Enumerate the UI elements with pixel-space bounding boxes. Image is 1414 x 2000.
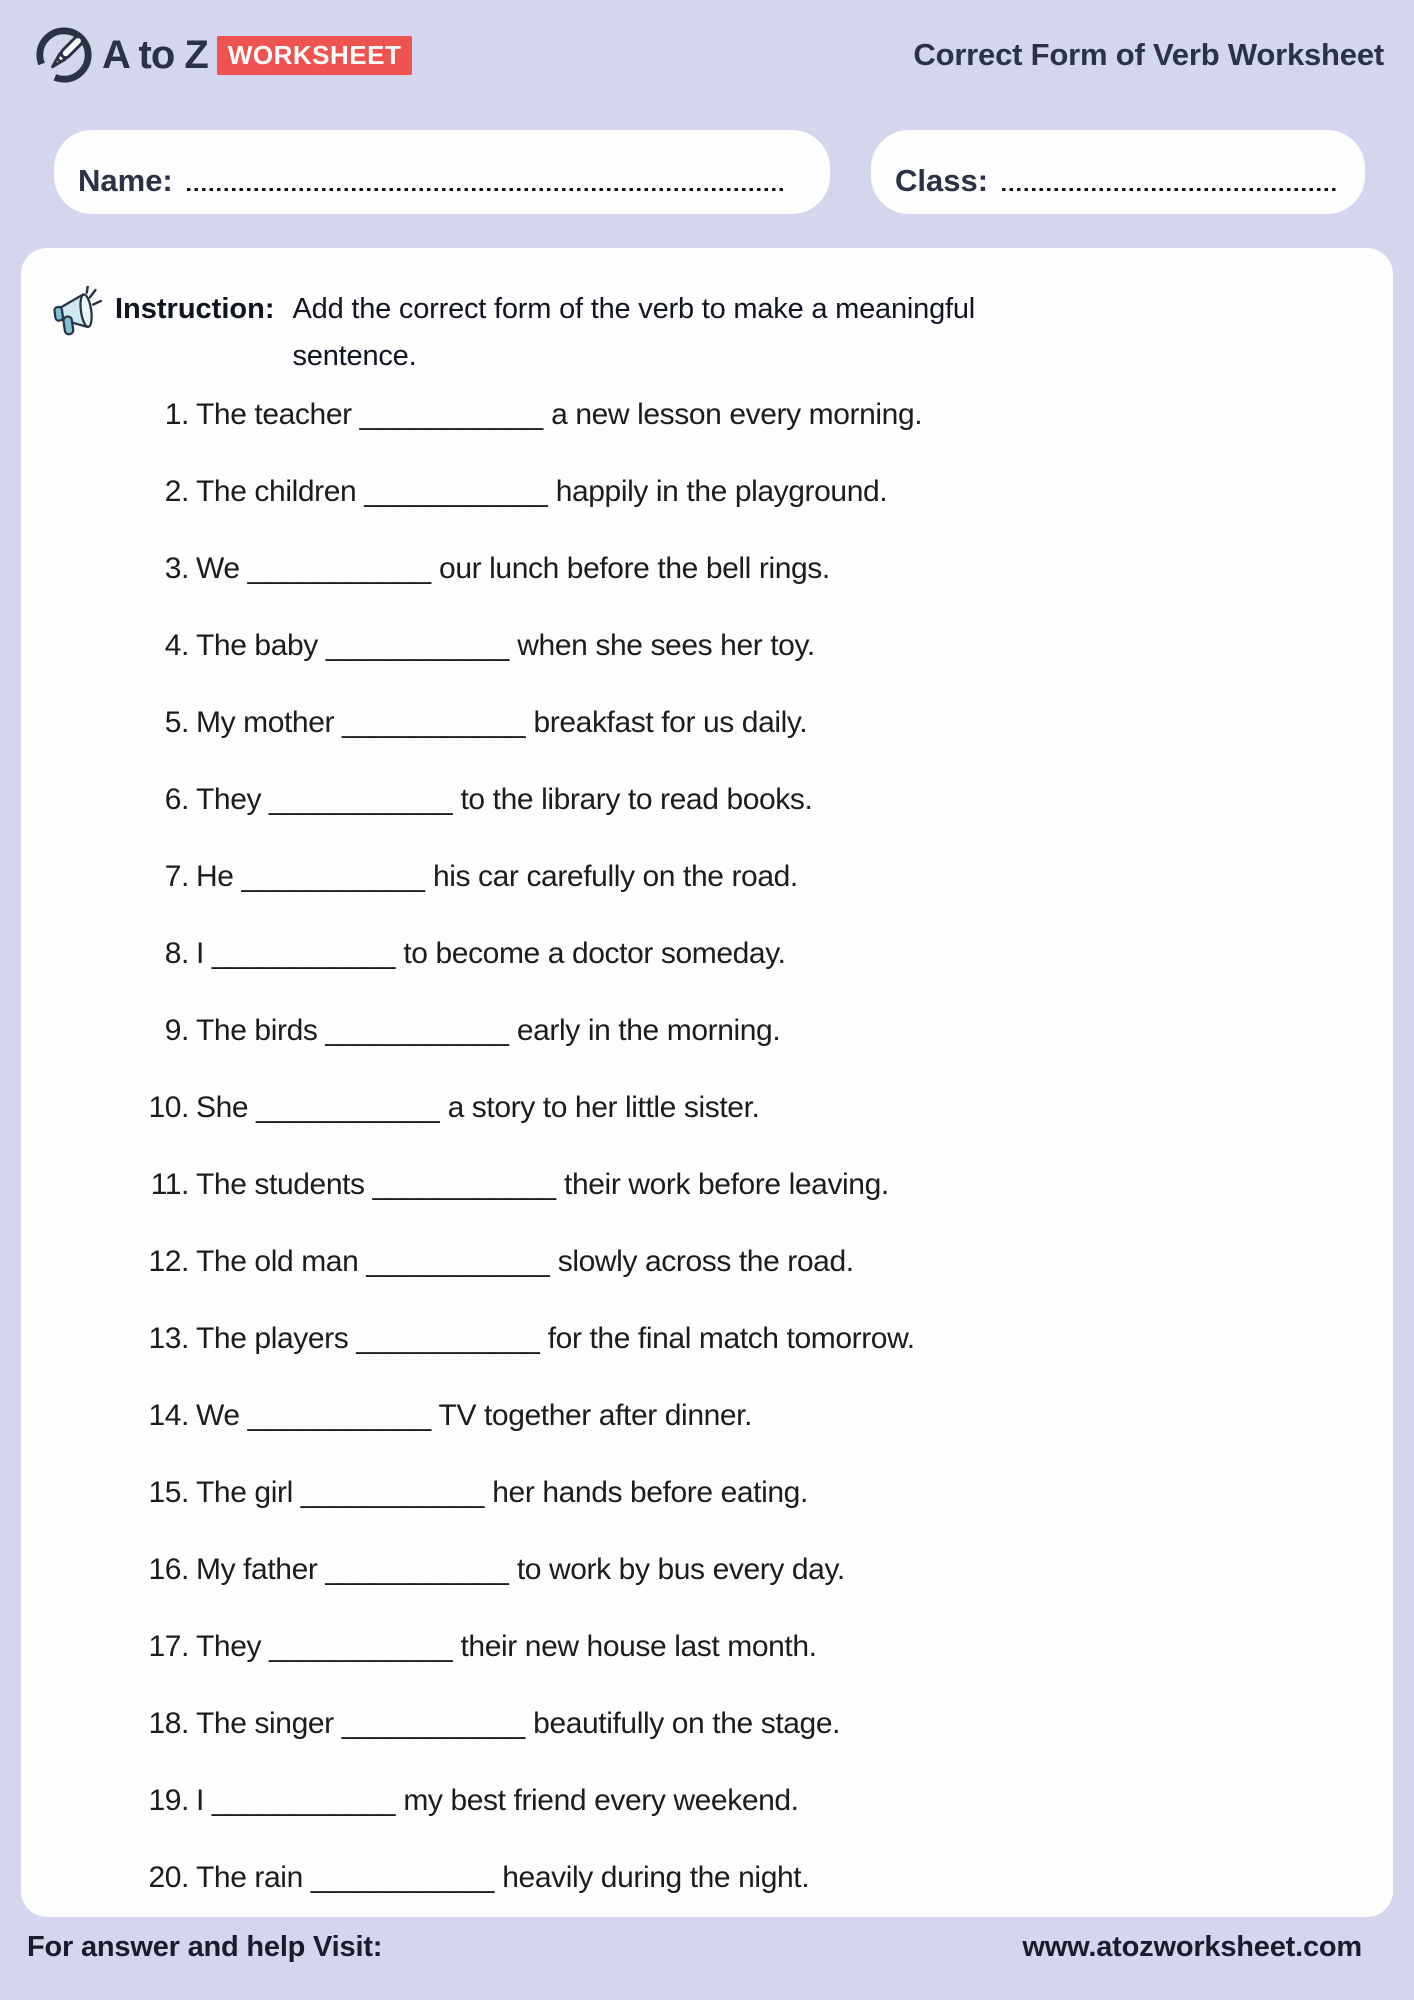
item-text-before-blank: The birds bbox=[196, 1013, 326, 1047]
item-text-before-blank: She bbox=[196, 1090, 257, 1124]
answer-blank[interactable]: ___________ bbox=[366, 1244, 550, 1278]
instruction-block bbox=[51, 284, 1369, 380]
answer-blank[interactable]: ___________ bbox=[359, 397, 544, 431]
item-text-after-blank: their work before leaving. bbox=[556, 1167, 889, 1201]
footer-website-url[interactable]: www.atozworksheet.com bbox=[1022, 1931, 1362, 1963]
item-text-after-blank: beautifully on the stage. bbox=[525, 1706, 841, 1740]
instruction-label: Instruction: bbox=[115, 293, 275, 325]
item-text-after-blank: early in the morning. bbox=[508, 1013, 781, 1047]
item-text-before-blank: The children bbox=[196, 474, 365, 508]
item-text-before-blank: They bbox=[196, 782, 270, 816]
name-label: Name: bbox=[78, 163, 173, 199]
exercise-item bbox=[85, 915, 1377, 992]
item-text-before-blank: The singer bbox=[196, 1706, 342, 1740]
item-text bbox=[196, 783, 812, 817]
item-text bbox=[196, 1322, 915, 1356]
footer bbox=[27, 1928, 1362, 1966]
class-label: Class: bbox=[895, 163, 989, 199]
answer-blank[interactable]: ___________ bbox=[211, 936, 396, 970]
item-text-after-blank: to work by bus every day. bbox=[508, 1552, 845, 1586]
item-text-after-blank: her hands before eating. bbox=[484, 1475, 808, 1509]
item-text-before-blank: The players bbox=[196, 1321, 357, 1355]
item-text-after-blank: for the final match tomorrow. bbox=[539, 1321, 915, 1355]
item-number: 2. bbox=[164, 474, 189, 508]
item-text-after-blank: a story to her little sister. bbox=[439, 1090, 760, 1124]
page-title: Correct Form of Verb Worksheet bbox=[913, 37, 1384, 72]
item-text bbox=[196, 1245, 854, 1279]
item-number: 11. bbox=[150, 1167, 189, 1201]
item-text bbox=[196, 1707, 840, 1741]
item-text bbox=[196, 1091, 759, 1125]
item-text bbox=[196, 1861, 809, 1895]
instruction-line2: sentence. bbox=[292, 340, 417, 372]
item-number: 13. bbox=[148, 1321, 189, 1355]
item-number: 10. bbox=[148, 1090, 189, 1124]
exercise-item bbox=[85, 992, 1377, 1069]
item-number: 8. bbox=[164, 936, 189, 970]
item-number: 3. bbox=[164, 551, 189, 585]
class-field bbox=[871, 130, 1365, 214]
exercise-item bbox=[85, 1454, 1377, 1531]
item-text bbox=[196, 629, 815, 663]
answer-blank[interactable]: ___________ bbox=[342, 705, 526, 739]
item-text-before-blank: The old man bbox=[196, 1244, 367, 1278]
item-text bbox=[196, 552, 830, 586]
pen-circle-logo-icon bbox=[35, 26, 93, 84]
item-text-before-blank: I bbox=[196, 1783, 212, 1817]
item-text bbox=[196, 1476, 808, 1510]
item-text-before-blank: The girl bbox=[196, 1475, 301, 1509]
exercise-item bbox=[85, 838, 1377, 915]
item-text bbox=[196, 1784, 799, 1818]
item-text-before-blank: My mother bbox=[196, 705, 343, 739]
item-number: 15. bbox=[148, 1475, 189, 1509]
item-text-before-blank: The students bbox=[196, 1167, 373, 1201]
item-text-after-blank: to the library to read books. bbox=[452, 782, 813, 816]
item-text bbox=[196, 1630, 817, 1664]
name-write-line[interactable] bbox=[187, 188, 784, 192]
item-text bbox=[196, 706, 807, 740]
answer-blank[interactable]: ___________ bbox=[247, 551, 432, 585]
item-text-before-blank: The teacher bbox=[196, 397, 360, 431]
item-text-after-blank: my best friend every weekend. bbox=[395, 1783, 799, 1817]
item-text-before-blank: The rain bbox=[196, 1860, 311, 1894]
item-number: 5. bbox=[164, 705, 189, 739]
answer-blank[interactable]: ___________ bbox=[310, 1860, 495, 1894]
brand-text: A to Z bbox=[102, 33, 208, 77]
item-text-after-blank: slowly across the road. bbox=[549, 1244, 854, 1278]
answer-blank[interactable]: ___________ bbox=[241, 859, 426, 893]
megaphone-icon bbox=[51, 286, 107, 342]
item-text bbox=[196, 475, 887, 509]
exercise-item bbox=[85, 1762, 1377, 1839]
item-text bbox=[196, 1553, 845, 1587]
instruction-text bbox=[293, 286, 976, 380]
answer-blank[interactable]: ___________ bbox=[341, 1706, 526, 1740]
exercise-item bbox=[85, 1300, 1377, 1377]
item-text-after-blank: their new house last month. bbox=[452, 1629, 817, 1663]
item-text bbox=[196, 398, 922, 432]
item-text-after-blank: breakfast for us daily. bbox=[525, 705, 808, 739]
class-write-line[interactable] bbox=[1002, 188, 1339, 192]
answer-blank[interactable]: ___________ bbox=[256, 1090, 440, 1124]
item-text-after-blank: TV together after dinner. bbox=[431, 1398, 753, 1432]
answer-blank[interactable]: ___________ bbox=[269, 1629, 453, 1663]
answer-blank[interactable]: ___________ bbox=[364, 474, 548, 508]
exercise-item bbox=[85, 1146, 1377, 1223]
answer-blank[interactable]: ___________ bbox=[325, 1552, 509, 1586]
instruction-line1: Add the correct form of the verb to make a meaningful bbox=[292, 293, 976, 325]
item-number: 12. bbox=[148, 1244, 189, 1278]
exercise-item bbox=[85, 1839, 1377, 1916]
student-fields bbox=[54, 130, 1365, 214]
answer-blank[interactable]: ___________ bbox=[325, 1013, 509, 1047]
exercise-item bbox=[85, 376, 1377, 453]
answer-blank[interactable]: ___________ bbox=[269, 782, 453, 816]
exercise-item bbox=[85, 607, 1377, 684]
item-text-before-blank: My father bbox=[196, 1552, 326, 1586]
exercise-item bbox=[85, 530, 1377, 607]
item-number: 19. bbox=[148, 1783, 189, 1817]
exercise-item bbox=[85, 1531, 1377, 1608]
item-number: 18. bbox=[148, 1706, 189, 1740]
item-text-after-blank: our lunch before the bell rings. bbox=[431, 551, 830, 585]
item-text bbox=[196, 1014, 780, 1048]
item-number: 14. bbox=[148, 1398, 189, 1432]
item-text-before-blank: We bbox=[196, 551, 248, 585]
item-number: 16. bbox=[148, 1552, 189, 1586]
item-number: 4. bbox=[164, 628, 189, 662]
exercise-item bbox=[85, 453, 1377, 530]
item-number: 20. bbox=[148, 1860, 189, 1894]
answer-blank[interactable]: ___________ bbox=[372, 1167, 557, 1201]
item-text-before-blank: We bbox=[196, 1398, 248, 1432]
answer-blank[interactable]: ___________ bbox=[247, 1398, 432, 1432]
item-text-before-blank: I bbox=[196, 936, 212, 970]
item-text bbox=[196, 860, 798, 894]
exercise-item bbox=[85, 684, 1377, 761]
item-text-after-blank: his car carefully on the road. bbox=[425, 859, 798, 893]
exercise-item bbox=[85, 1685, 1377, 1762]
item-number: 17. bbox=[148, 1629, 189, 1663]
item-text bbox=[196, 1399, 752, 1433]
exercise-item bbox=[85, 761, 1377, 838]
item-number: 9. bbox=[164, 1013, 189, 1047]
item-text bbox=[196, 1168, 889, 1202]
exercise-list bbox=[85, 376, 1377, 1916]
brand-badge: WORKSHEET bbox=[217, 36, 413, 75]
answer-blank[interactable]: ___________ bbox=[356, 1321, 540, 1355]
name-field bbox=[54, 130, 830, 214]
exercise-item bbox=[85, 1069, 1377, 1146]
item-number: 6. bbox=[164, 782, 189, 816]
answer-blank[interactable]: ___________ bbox=[325, 628, 510, 662]
exercise-item bbox=[85, 1608, 1377, 1685]
header bbox=[35, 26, 1384, 84]
item-text-before-blank: They bbox=[196, 1629, 270, 1663]
item-text-before-blank: He bbox=[196, 859, 242, 893]
footer-help-text: For answer and help Visit: bbox=[27, 1931, 383, 1963]
item-text-before-blank: The baby bbox=[196, 628, 326, 662]
worksheet-card bbox=[21, 248, 1393, 1917]
item-text-after-blank: heavily during the night. bbox=[494, 1860, 810, 1894]
item-text bbox=[196, 937, 786, 971]
exercise-item bbox=[85, 1223, 1377, 1300]
exercise-item bbox=[85, 1377, 1377, 1454]
item-number: 7. bbox=[164, 859, 189, 893]
answer-blank[interactable]: ___________ bbox=[300, 1475, 485, 1509]
item-text-after-blank: a new lesson every morning. bbox=[543, 397, 923, 431]
item-text-after-blank: to become a doctor someday. bbox=[395, 936, 786, 970]
answer-blank[interactable]: ___________ bbox=[211, 1783, 396, 1817]
item-number: 1. bbox=[164, 397, 189, 431]
item-text-after-blank: when she sees her toy. bbox=[509, 628, 815, 662]
item-text-after-blank: happily in the playground. bbox=[547, 474, 888, 508]
brand-logo bbox=[35, 26, 412, 84]
